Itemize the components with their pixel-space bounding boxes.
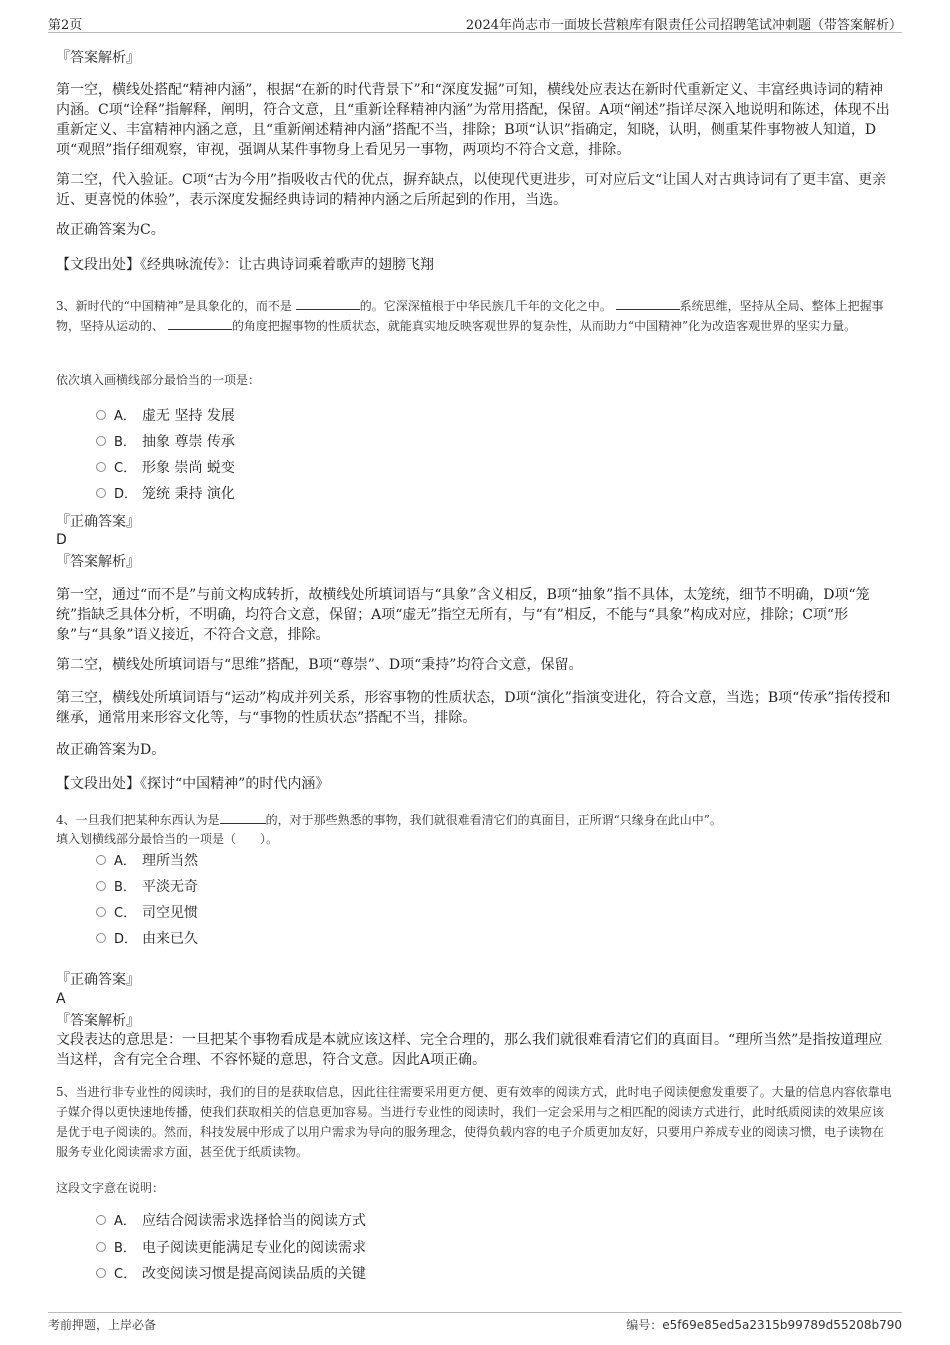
q3-analysis-p1: 第一空，通过“而不是”与前文构成转折，故横线处所填词语与“具象”含义相反，B项“抽象”指不具体，太笼统，细节不明确，D项“笼统”指缺乏具体分析，不明确，均符合文意，保留；A项“虚无”指空无所有，与“有”相反，不能与“具象”构成对应，排除；C项“形象”与“具象”语义接近，不符合文意，排除。: [56, 587, 870, 643]
q3-option-d[interactable]: D． 笼统 秉持 演化: [96, 483, 235, 505]
radio-icon[interactable]: [96, 1268, 106, 1278]
q3-answer-title: 『正确答案』: [56, 514, 140, 530]
q5-prompt: 这段文字意在说明：: [56, 1181, 165, 1195]
q3-option-a[interactable]: A． 虚无 坚持 发展: [96, 405, 235, 427]
page-header: [48, 12, 902, 33]
q3-prompt: 依次填入画横线部分最恰当的一项是：: [56, 373, 261, 387]
q2-source: 【文段出处】《经典咏流传》：让古典诗词乘着歌声的翅膀飞翔: [56, 257, 434, 273]
radio-icon[interactable]: [96, 488, 106, 498]
fill-blank: [168, 317, 232, 330]
document-title: 2024年尚志市一面坡长营粮库有限责任公司招聘笔试冲刺题（带答案解析）: [465, 18, 902, 33]
page-footer: [48, 1312, 902, 1337]
q3-option-c[interactable]: C． 形象 崇尚 蜕变: [96, 457, 235, 479]
q5-option-c[interactable]: C． 改变阅读习惯是提高阅读品质的关键: [96, 1263, 366, 1285]
radio-icon[interactable]: [96, 881, 106, 891]
radio-icon[interactable]: [96, 855, 106, 865]
footer-slogan: 考前押题，上岸必备: [48, 1318, 157, 1332]
fill-blank: [616, 297, 680, 310]
q3-source: 【文段出处】《探讨“中国精神”的时代内涵》: [56, 776, 330, 792]
q4-stem: 4、一旦我们把某种东西认为是 的，对于那些熟悉的事物，我们就很难看清它们的真面目，正所谓“只缘身在此山中”。: [56, 813, 722, 827]
radio-icon[interactable]: [96, 410, 106, 420]
radio-icon[interactable]: [96, 1242, 106, 1252]
q3-analysis-p3: 第三空，横线处所填词语与“运动”构成并列关系，形容事物的性质状态，D项“演化”指演变进化，符合文意，当选；B项“传承”指传授和继承，通常用来形容文化等，与“事物的性质状态”搭配不当，排除。: [56, 690, 891, 726]
q4-option-b[interactable]: B． 平淡无奇: [96, 876, 198, 898]
q5-option-b[interactable]: B． 电子阅读更能满足专业化的阅读需求: [96, 1237, 366, 1259]
radio-icon[interactable]: [96, 436, 106, 446]
q3-conclusion: 故正确答案为D。: [56, 742, 166, 758]
radio-icon[interactable]: [96, 462, 106, 472]
q4-prompt: 填入划横线部分最恰当的一项是（ ）。: [56, 832, 279, 846]
q3-analysis-p2: 第二空，横线处所填词语与“思维”搭配，B项“尊崇”、D项“秉持”均符合文意，保留。: [56, 657, 583, 673]
q5-stem: 5、当进行非专业性的阅读时，我们的目的是获取信息，因此往往需要采用更方便、更有效率的阅读方式，此时电子阅读便愈发重要了。大量的信息内容依靠电子媒介得以更快速地传播，使我们获取相关的信息更加容易。当进行专业性的阅读时，我们一定会采用与之相匹配的阅读方式进行，此时纸质阅读的效果应该是优于电子阅读的。然而，科技发展中形成了以用户需求为导向的服务理念，使得负载内容的电子介质更加友好，只要用户养成专业的阅读习惯，电子读物在服务专业化阅读需求方面，甚至优于纸质读物。: [56, 1085, 892, 1159]
q2-analysis-p2: 第二空，代入验证。C项“古为今用”指吸收古代的优点，摒弃缺点，以使现代更进步，可对应后文“让国人对古典诗词有了更丰富、更亲近、更喜悦的体验”，表示深度发掘经典诗词的精神内涵之后所起到的作用，当选。: [56, 172, 887, 208]
q2-analysis-title: 『答案解析』: [56, 50, 140, 66]
fill-blank: [296, 297, 360, 310]
fill-blank: [220, 811, 266, 824]
q3-stem: 3、新时代的“中国精神”是具象化的，而不是 的。它深深植根于中华民族几千年的文化之中。 系统思维，坚持从全局、整体上把握事物，坚持从运动的、 的角度把握事物的性质状态，就能真实地反映客观世界的复杂性，从而助力“中国精神”化为改造客观世界的坚实力量。: [56, 299, 884, 333]
q5-option-a[interactable]: A． 应结合阅读需求选择恰当的阅读方式: [96, 1210, 366, 1232]
q3-answer: D: [56, 532, 67, 548]
q4-analysis-p1: 文段表达的意思是：一旦把某个事物看成是本就应该这样、完全合理的，那么我们就很难看清它们的真面目。“理所当然”是指按道理应当这样，含有完全合理、不容怀疑的意思，符合文意。因此A项正确。: [56, 1032, 883, 1068]
q3-option-b[interactable]: B． 抽象 尊崇 传承: [96, 431, 235, 453]
q4-option-d[interactable]: D． 由来已久: [96, 928, 198, 950]
q4-option-a[interactable]: A． 理所当然: [96, 850, 198, 872]
document-id: 编号：e5f69e85ed5a2315b99789d55208b790: [626, 1318, 902, 1332]
q4-answer-title: 『正确答案』: [56, 972, 140, 988]
q2-analysis-p1: 第一空，横线处搭配“精神内涵”，根据“在新的时代背景下”和“深度发掘”可知，横线处应表达在新时代重新定义、丰富经典诗词的精神内涵。C项“诠释”指解释，阐明，符合文意，且“重新诠释精神内涵”为常用搭配，保留。A项“阐述”指详尽深入地说明和陈述，体现不出重新定义、丰富精神内涵之意，且“重新阐述精神内涵”搭配不当，排除；B项“认识”指确定，知晓，认明，侧重某件事物被人知道，D项“观照”指仔细观察，审视，强调从某件事物身上看见另一事物，两项均不符合文意，排除。: [56, 82, 890, 158]
q4-analysis-title: 『答案解析』: [56, 1013, 140, 1029]
q2-conclusion: 故正确答案为C。: [56, 222, 165, 238]
radio-icon[interactable]: [96, 907, 106, 917]
page-number: 第2页: [48, 18, 83, 33]
q3-analysis-title: 『答案解析』: [56, 554, 140, 570]
radio-icon[interactable]: [96, 933, 106, 943]
q4-answer: A: [56, 991, 66, 1007]
radio-icon[interactable]: [96, 1215, 106, 1225]
q4-option-c[interactable]: C． 司空见惯: [96, 902, 198, 924]
